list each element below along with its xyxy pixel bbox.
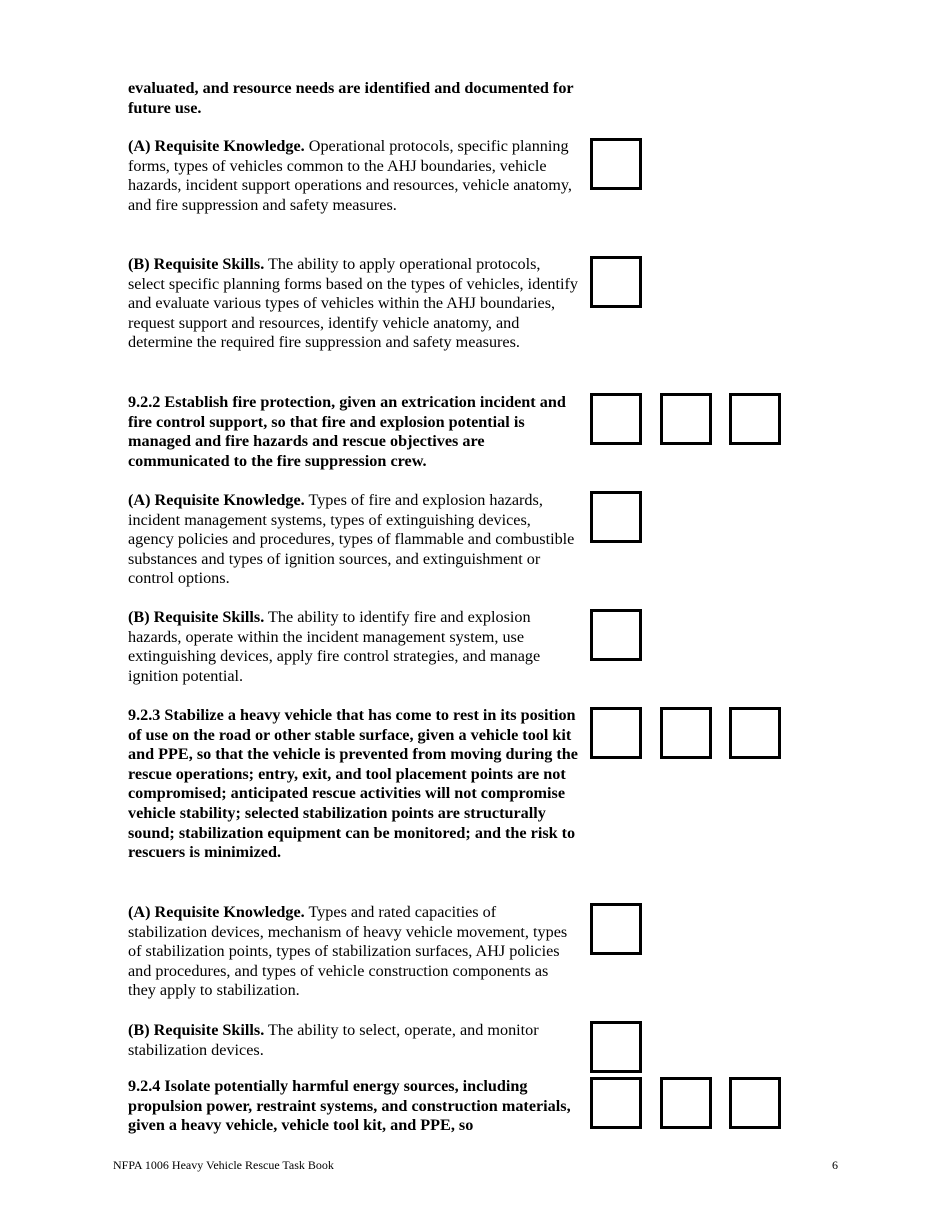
paragraph-continued-standard: evaluated, and resource needs are identified and documented for future use. [128, 79, 574, 117]
standard-9-2-2: 9.2.2 Establish fire protection, given an extrication incident and fire control support, so that fire and explosion potential is managed and fire hazards and rescue objectives are communicated to the fire suppression crew. [128, 393, 566, 470]
signoff-checkbox-9-2-4-b[interactable] [660, 1077, 712, 1129]
signoff-checkbox-knowledge-9-2-3[interactable] [590, 903, 642, 955]
paragraph-skills-9-2-1: (B) Requisite Skills. The ability to apply operational protocols, select specific planning forms based on the types of vehicles, identify and evaluate various types of vehicles within the AHJ boundaries, request support and resources, identify vehicle anatomy, and determine the required fire suppression and safety measures. [128, 255, 578, 352]
footer-title: NFPA 1006 Heavy Vehicle Rescue Task Book [113, 1158, 334, 1172]
signoff-checkbox-skills-9-2-2[interactable] [590, 609, 642, 661]
signoff-checkbox-9-2-3-a[interactable] [590, 707, 642, 759]
signoff-checkbox-knowledge-9-2-2[interactable] [590, 491, 642, 543]
signoff-checkbox-knowledge-9-2-1[interactable] [590, 138, 642, 190]
signoff-checkbox-9-2-2-c[interactable] [729, 393, 781, 445]
signoff-checkbox-skills-9-2-3[interactable] [590, 1021, 642, 1073]
standard-9-2-3: 9.2.3 Stabilize a heavy vehicle that has come to rest in its position of use on the road or other stable surface, given a vehicle tool kit and PPE, so that the vehicle is prevented from moving during the rescue operations; entry, exit, and tool placement points are not compromised; anticipated rescue activities will not compromise vehicle stability; selected stabilization points are structurally sound; stabilization equipment can be monitored; and the risk to rescuers is minimized. [128, 706, 578, 862]
paragraph-skills-9-2-2: (B) Requisite Skills. The ability to identify fire and explosion hazards, operate within the incident management system, use extinguishing devices, apply fire control strategies, and manage ignition potential. [128, 608, 541, 685]
standard-9-2-4: 9.2.4 Isolate potentially harmful energy sources, including propulsion power, restraint systems, and construction materials, given a heavy vehicle, vehicle tool kit, and PPE, so [128, 1077, 571, 1135]
paragraph-knowledge-9-2-3: (A) Requisite Knowledge. Types and rated capacities of stabilization devices, mechanism of heavy vehicle movement, types of stabilization points, types of stabilization surfaces, AHJ policies and procedures, and types of vehicle construction components as they apply to stabilization. [128, 903, 568, 1000]
paragraph-knowledge-9-2-1: (A) Requisite Knowledge. Operational protocols, specific planning forms, types of vehicles common to the AHJ boundaries, vehicle hazards, incident support operations and resources, vehicle anatomy, and fire suppression and safety measures. [128, 137, 572, 214]
paragraph-skills-9-2-3: (B) Requisite Skills. The ability to select, operate, and monitor stabilization devices. [128, 1021, 539, 1059]
signoff-checkbox-9-2-3-c[interactable] [729, 707, 781, 759]
signoff-checkbox-9-2-3-b[interactable] [660, 707, 712, 759]
page-number: 6 [832, 1158, 838, 1172]
signoff-checkbox-9-2-2-b[interactable] [660, 393, 712, 445]
signoff-checkbox-9-2-4-a[interactable] [590, 1077, 642, 1129]
signoff-checkbox-9-2-2-a[interactable] [590, 393, 642, 445]
signoff-checkbox-9-2-4-c[interactable] [729, 1077, 781, 1129]
paragraph-knowledge-9-2-2: (A) Requisite Knowledge. Types of fire and explosion hazards, incident management systems, types of extinguishing devices, agency policies and procedures, types of flammable and combustible substances and types of ignition sources, and extinguishment or control options. [128, 491, 575, 588]
signoff-checkbox-skills-9-2-1[interactable] [590, 256, 642, 308]
